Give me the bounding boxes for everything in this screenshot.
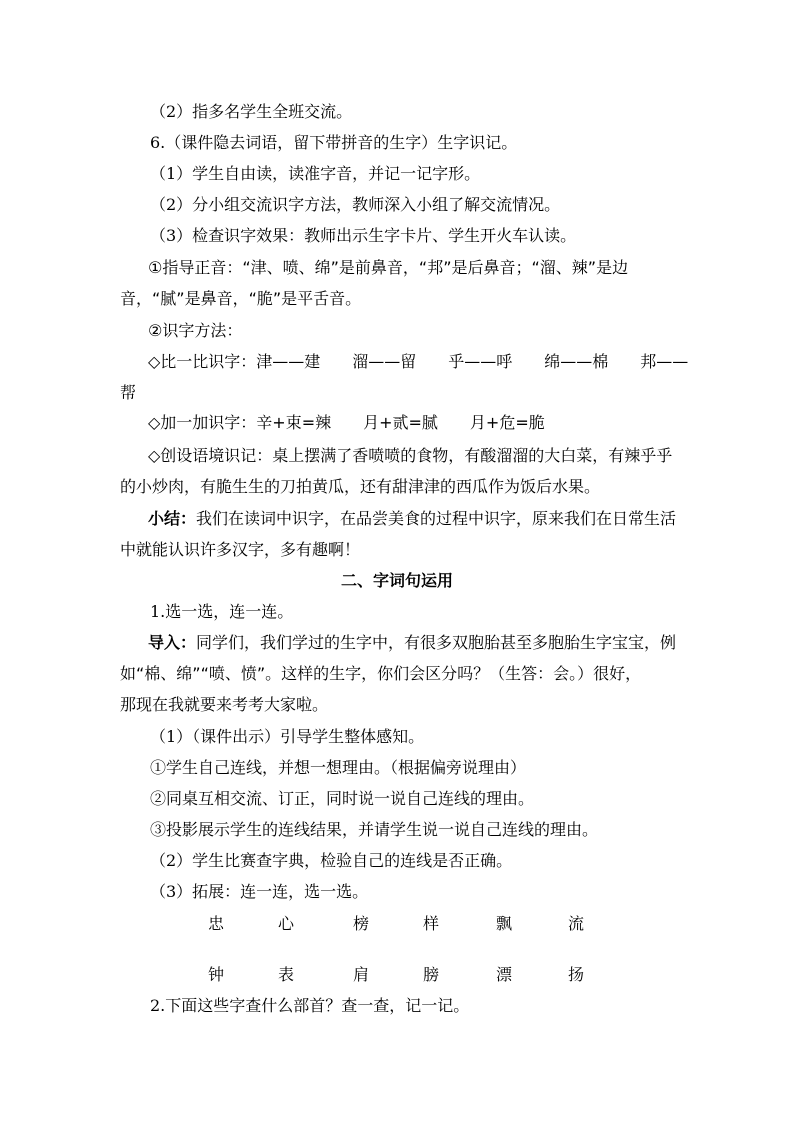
text-line: 如“棉、绵”“喷、愤”。这样的生字，你们会区分吗？（生答：会。）很好， [120,664,642,683]
text-line: （2）指多名学生全班交流。 [150,102,353,121]
text-line: （3）检查识字效果：教师出示生字卡片、学生开火车认读。 [150,226,577,245]
match-bottom-char: 表 [277,965,294,984]
summary-line [148,509,676,529]
text-line: 的小炒肉，有脆生生的刀拍黄瓜，还有甜津津的西瓜作为饭后水果。 [120,477,601,496]
match-bottom-char: 膀 [422,965,439,984]
intro-label: 导入： [148,633,197,652]
text-line: ◇创设语境识记：桌上摆满了香喷喷的食物，有酸溜溜的大白菜，有辣乎乎 [148,446,673,465]
match-top-char: 飘 [495,914,512,933]
text-line: 那现在我就要来考考大家啦。 [120,695,329,714]
text-line: 中就能认识许多汉字，多有趣啊！ [120,540,361,559]
text-line: ②识字方法： [148,321,243,340]
text-line: （1）（课件出示）引导学生整体感知。 [150,727,425,746]
text-line: ①学生自己连线，并想一想理由。（根据偏旁说理由） [150,758,527,777]
text-line: ①指导正音：“津、喷、绵”是前鼻音，“邦”是后鼻音；“溜、辣”是边 [148,258,629,277]
match-bottom-char: 钟 [207,965,224,984]
match-bottom-char: 肩 [352,965,369,984]
text-line: 音，“腻”是鼻音，“脆”是平舌音。 [120,289,362,308]
section-heading: 二、字词句运用 [340,571,453,590]
text-line: （2）分小组交流识字方法，教师深入小组了解交流情况。 [150,195,561,214]
text-line: ◇加一加识字：辛+束=辣 月+贰=腻 月+危=脆 [148,413,545,432]
text-line: 1.选一选，连一连。 [150,602,294,621]
match-top-char: 样 [422,914,439,933]
match-top-char: 忠 [207,914,224,933]
text-line: 6.（课件隐去词语，留下带拼音的生字）生字识记。 [150,133,518,152]
text-line: （2）学生比赛查字典，检验自己的连线是否正确。 [150,851,513,870]
text-line: 帮 [120,383,137,402]
match-top-char: 心 [277,914,294,933]
text-line: （3）拓展：连一连，选一选。 [150,882,369,901]
text-line: 2.下面这些字查什么部首？查一查，记一记。 [150,996,470,1015]
summary-text: 我们在读词中识字，在品尝美食的过程中识字，原来我们在日常生活 [196,509,677,528]
match-bottom-char: 扬 [567,965,584,984]
intro-line [148,633,676,653]
intro-text: 同学们，我们学过的生字中，有很多双胞胎甚至多胞胎生字宝宝，例 [196,633,677,652]
summary-label: 小结： [148,509,197,528]
match-top-char: 榜 [352,914,369,933]
text-line: ◇比一比识字：津——建 溜——留 乎——呼 绵——棉 邦—— [148,352,689,371]
text-line: （1）学生自由读，读准字音，并记一记字形。 [150,164,481,183]
text-line: ②同桌互相交流、订正，同时说一说自己连线的理由。 [150,789,535,808]
match-top-char: 流 [567,914,584,933]
text-line: ③投影展示学生的连线结果，并请学生说一说自己连线的理由。 [150,820,599,839]
match-bottom-char: 漂 [495,965,512,984]
